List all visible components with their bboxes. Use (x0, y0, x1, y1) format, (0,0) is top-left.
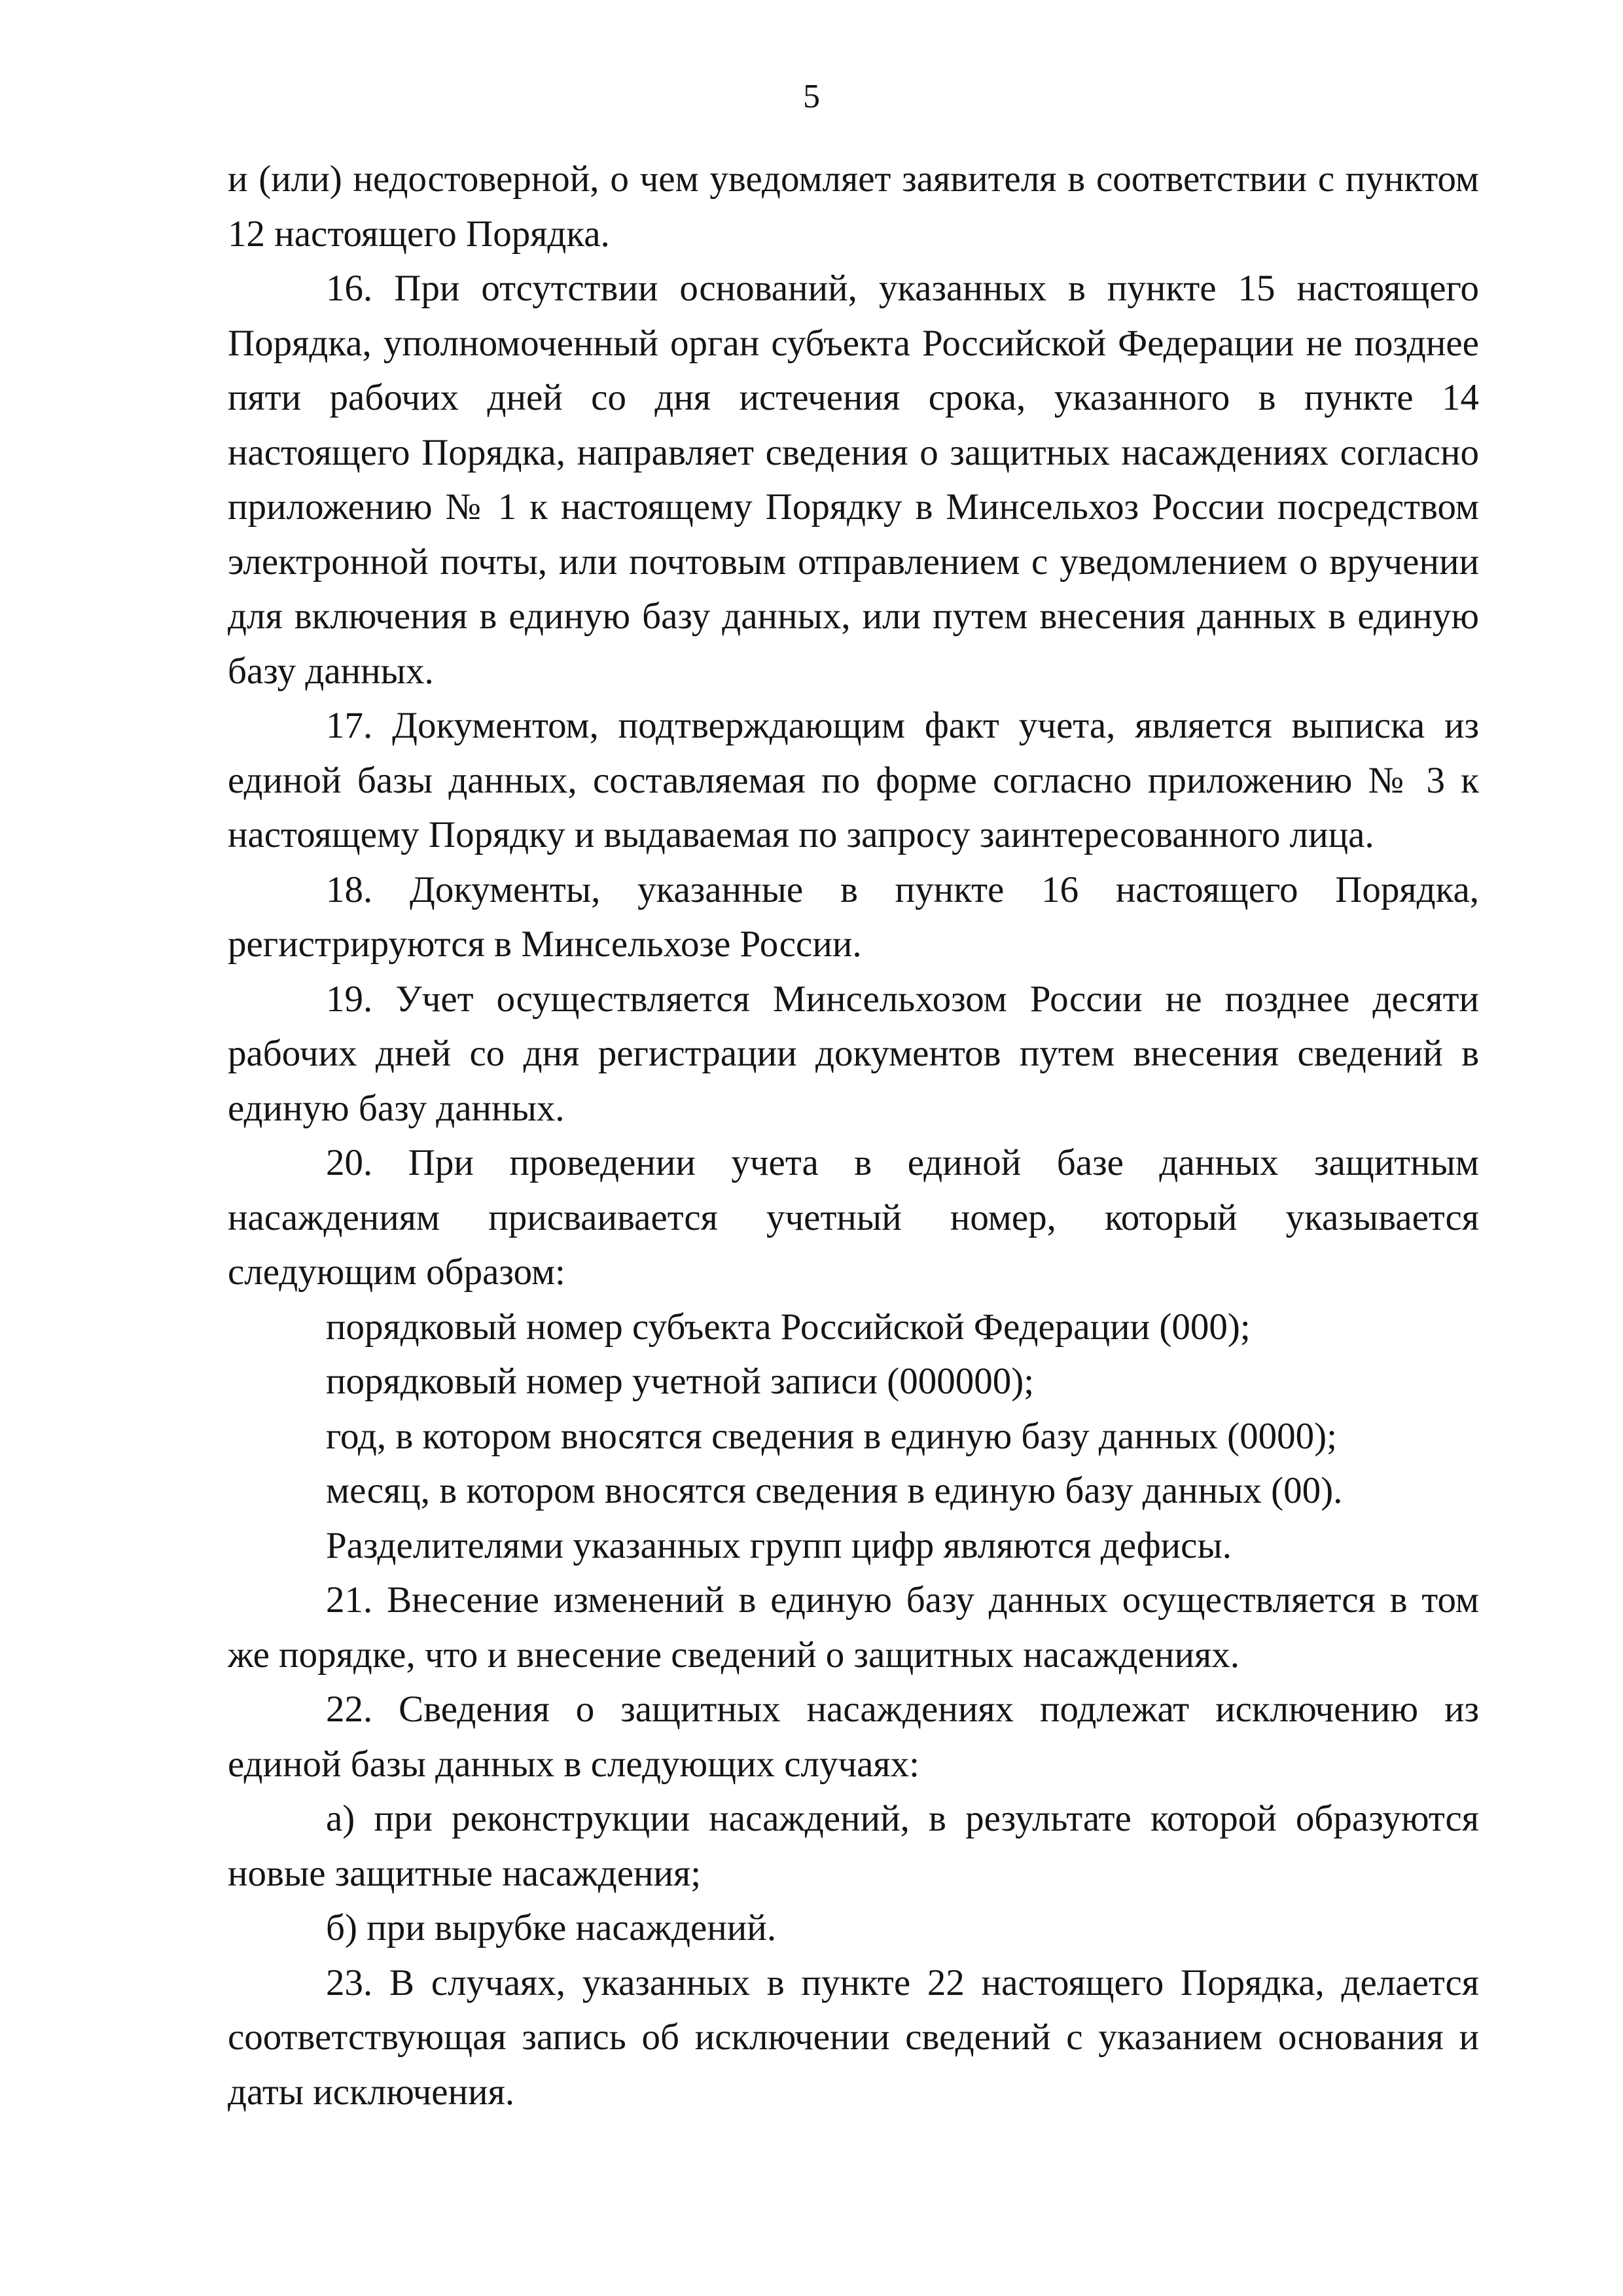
paragraph-19: 19. Учет осуществляется Минсельхозом России не позднее десяти рабочих дней со дня регистрации документов путем внесения сведений в единую базу данных. (228, 978, 1479, 1129)
number-format-item-year: год, в котором вносятся сведения в единую базу данных (0000); (326, 1415, 1337, 1457)
number-format-separator-note: Разделителями указанных групп цифр являются дефисы. (326, 1524, 1232, 1566)
paragraph-18: 18. Документы, указанные в пункте 16 настоящего Порядка, регистрируются в Минсельхозе России. (228, 869, 1479, 965)
paragraph-17: 17. Документом, подтверждающим факт учета, является выписка из единой базы данных, составляемая по форме согласно приложению № 3 к настоящему Порядку и выдаваемая по запросу заинтересованного лица. (228, 705, 1479, 855)
number-format-item-record: порядковый номер учетной записи (000000); (326, 1361, 1035, 1402)
paragraph-22-item-a: а) при реконструкции насаждений, в результате которой образуются новые защитные насаждения; (228, 1798, 1479, 1894)
number-format-item-region: порядковый номер субъекта Российской Федерации (000); (326, 1306, 1251, 1348)
page-number: 5 (803, 78, 820, 115)
paragraph-21: 21. Внесение изменений в единую базу данных осуществляется в том же порядке, что и внесение сведений о защитных насаждениях. (228, 1579, 1479, 1676)
paragraph-22-item-b: б) при вырубке насаждений. (326, 1907, 777, 1948)
paragraph-16: 16. При отсутствии оснований, указанных в пункте 15 настоящего Порядка, уполномоченный орган субъекта Российской Федерации не позднее пяти рабочих дней со дня истечения срока, указанного в пункте 14 настоящего Порядка, направляет сведения о защитных насаждениях согласно приложению № 1 к настоящему Порядку в Минсельхоз России посредством электронной почты, или почтовым отправлением с уведомлением о вручении для включения в единую базу данных, или путем внесения данных в единую базу данных. (228, 268, 1479, 692)
number-format-item-month: месяц, в котором вносятся сведения в единую базу данных (00). (326, 1470, 1343, 1511)
paragraph-23: 23. В случаях, указанных в пункте 22 настоящего Порядка, делается соответствующая запись об исключении сведений с указанием основания и даты исключения. (228, 1962, 1479, 2113)
paragraph-continuation: и (или) недостоверной, о чем уведомляет заявителя в соответствии с пунктом 12 настоящего Порядка. (228, 158, 1479, 255)
paragraph-20: 20. При проведении учета в единой базе данных защитным насаждениям присваивается учетный номер, который указывается следующим образом: (228, 1142, 1479, 1293)
paragraph-22: 22. Сведения о защитных насаждениях подлежат исключению из единой базы данных в следующих случаях: (228, 1689, 1479, 1785)
document-body (228, 152, 1479, 2119)
